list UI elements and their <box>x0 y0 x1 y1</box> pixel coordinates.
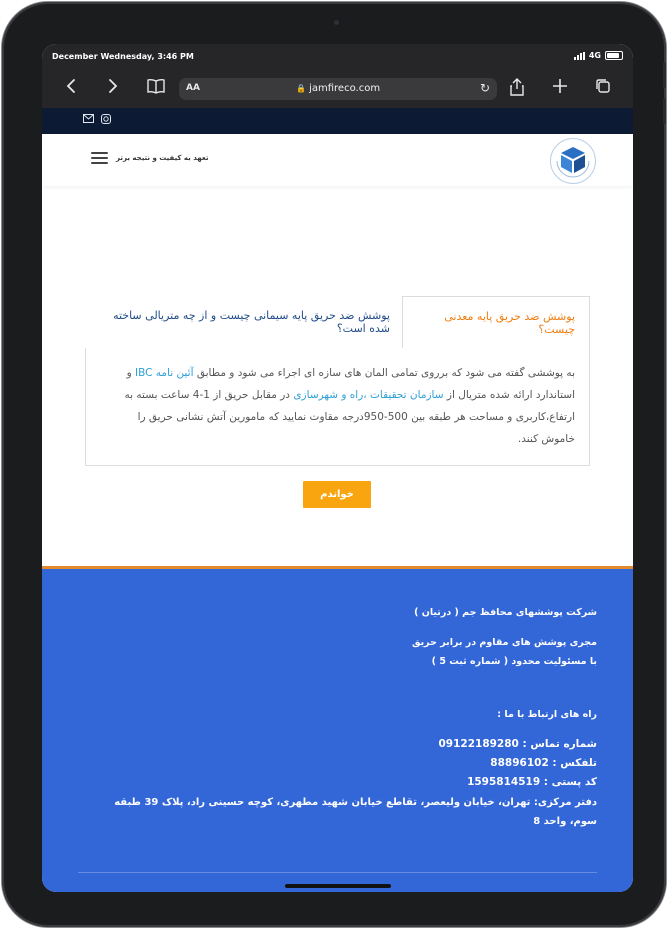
share-icon[interactable] <box>507 78 527 100</box>
read-button[interactable]: خواندم <box>303 481 371 508</box>
menu-icon[interactable] <box>91 152 108 165</box>
screen <box>42 44 633 892</box>
forward-icon[interactable] <box>103 78 123 98</box>
signal-icon <box>574 52 585 60</box>
footer-registration: با مسئولیت محدود ( شماره ثبت 5 ) <box>431 656 597 667</box>
browser-toolbar <box>42 70 633 106</box>
site-slogan: تعهد به کیفیت و نتیجه برتر <box>116 154 209 162</box>
site-footer <box>42 569 633 892</box>
front-camera <box>334 20 339 25</box>
footer-tagline: مجری پوشش های مقاوم در برابر حریق <box>412 637 597 648</box>
browser-chrome <box>42 44 633 108</box>
panel-text-1: به پوششی گفته می شود که برروی تمامی المان های سازه ای اجراء می شود و مطابق <box>196 367 575 379</box>
status-indicators <box>574 51 623 60</box>
tabs-icon[interactable] <box>593 78 613 98</box>
battery-icon <box>605 51 623 60</box>
status-bar <box>42 44 633 66</box>
tab-mineral-label: پوشش ضد حریق پایه معدنی چیست؟ <box>444 310 575 336</box>
site-header <box>42 134 633 186</box>
footer-divider <box>78 872 597 873</box>
logo-icon[interactable] <box>550 138 596 184</box>
panel-text-3: در مقابل حریق از 1-4 ساعت بسته به ارتفاع،کاربری و مساحت هر طبقه بین 500-950درجه مقاوت نمایید که مامورین آتش نشانی حریق را خاموش کنند. <box>124 389 575 445</box>
tab-mineral-fireproofing[interactable] <box>402 296 590 352</box>
tab-panel-text <box>102 362 575 450</box>
footer-postal-code: کد پستی : 1595814519 <box>467 776 597 788</box>
url-text <box>179 83 497 94</box>
lock-icon: 🔒 <box>295 84 306 93</box>
footer-fax[interactable]: تلفکس : 88896102 <box>490 757 597 769</box>
mail-icon[interactable] <box>83 114 94 124</box>
side-button <box>663 62 666 88</box>
research-org-link[interactable]: سازمان تحقیقات ،راه و شهرسازی <box>293 389 444 401</box>
footer-phone[interactable]: شماره تماس : 09122189280 <box>438 738 597 750</box>
tablet-frame <box>2 2 666 927</box>
back-icon[interactable] <box>61 78 81 98</box>
footer-address: دفتر مرکزی: تهران، خیابان ولیعصر، تقاطع خیابان شهید مطهری، کوچه حسینی راد، پلاک 39 طبقه سوم، واحد 8 <box>114 797 597 827</box>
home-indicator[interactable] <box>285 884 391 888</box>
ibc-link[interactable]: آئین نامه IBC <box>134 367 194 379</box>
bookmarks-icon[interactable] <box>146 78 166 98</box>
address-bar[interactable] <box>179 78 497 100</box>
panel-text-2: و استاندارد ارائه شده متریال از <box>126 367 575 401</box>
instagram-icon[interactable] <box>101 114 112 124</box>
status-time: December Wednesday, 3:46 PM <box>52 52 194 61</box>
new-tab-icon[interactable] <box>550 78 570 98</box>
reload-icon[interactable]: ↻ <box>479 81 490 95</box>
reader-button[interactable]: AA <box>186 83 200 93</box>
side-button <box>663 98 666 124</box>
tab-panel <box>85 348 590 466</box>
footer-company: شرکت پوششهای محافظ جم ( درتیان ) <box>414 607 597 618</box>
footer-contact-title: راه های ارتباط با ما : <box>497 709 597 720</box>
social-topbar <box>42 108 633 134</box>
tab-cement-fireproofing[interactable]: پوشش ضد حریق پایه سیمانی چیست و از چه متریالی ساخته شده است؟ <box>113 309 390 335</box>
network-type: 4G <box>588 51 601 60</box>
url-label: jamfireco.com <box>309 83 381 94</box>
